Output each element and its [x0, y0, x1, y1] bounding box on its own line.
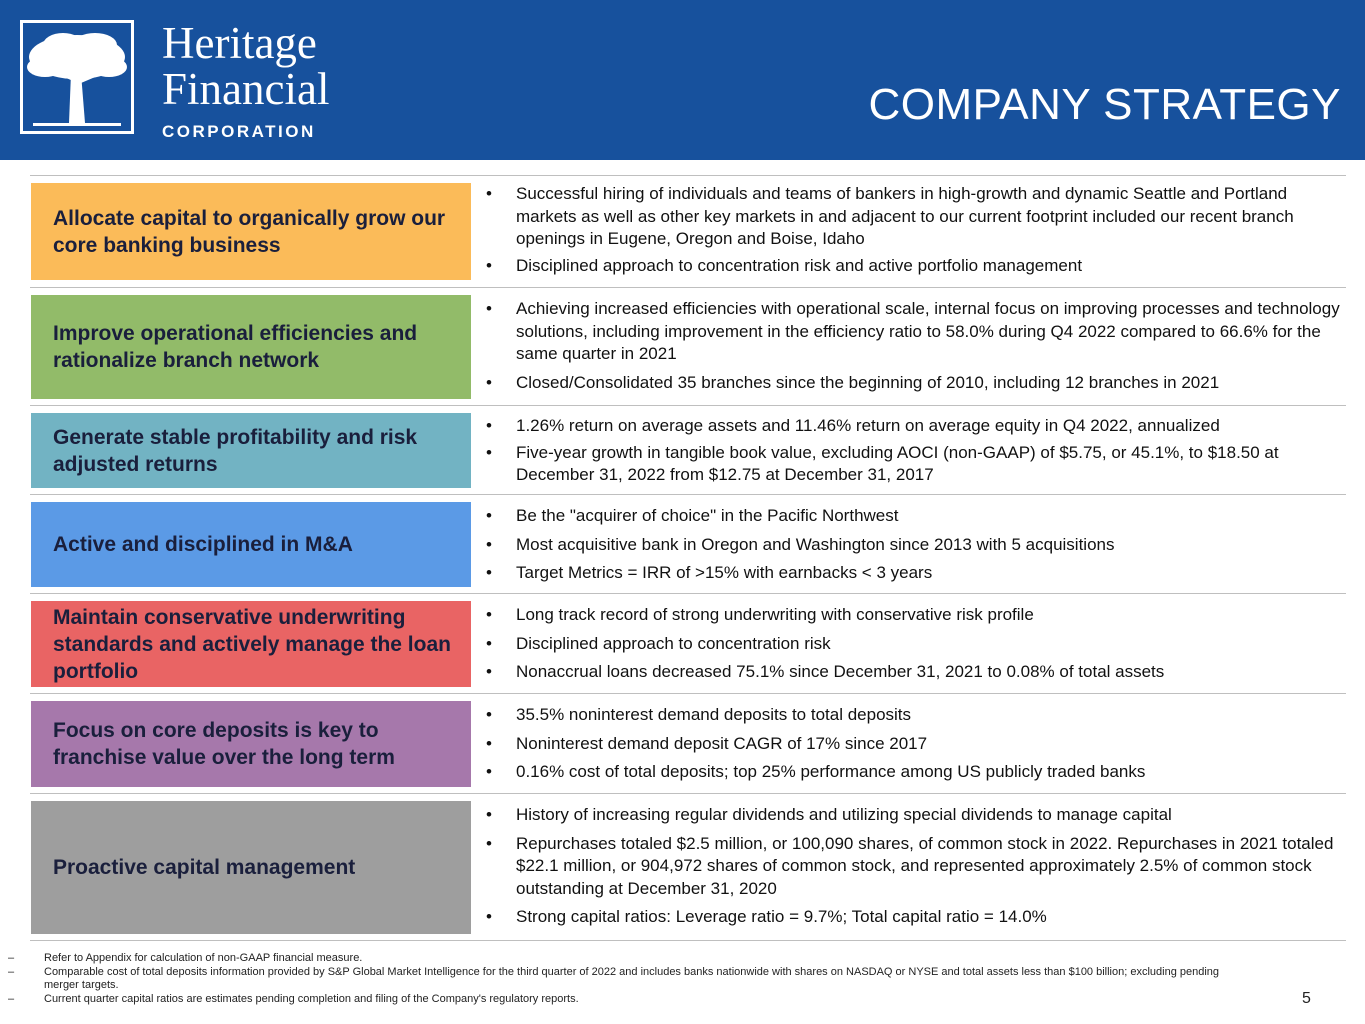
bullet-item: • 1.26% return on average assets and 11.46% return on average equity in Q4 2022, annualized — [486, 415, 1342, 438]
footnote: – Refer to Appendix for calculation of non-GAAP financial measure. — [8, 952, 1228, 966]
strategy-bullets — [486, 415, 1342, 487]
header-banner — [0, 0, 1365, 160]
bullet-item: • Successful hiring of individuals and teams of bankers in high-growth and dynamic Seattle and Portland markets as well as other key markets in and adjacent to our current footprint included our recent branch openings in Eugene, Oregon and Boise, Idaho — [486, 183, 1342, 251]
bullet-item: • Long track record of strong underwriting with conservative risk profile — [486, 604, 1342, 627]
bullet-item: • Strong capital ratios: Leverage ratio = 9.7%; Total capital ratio = 14.0% — [486, 906, 1342, 929]
strategy-row — [30, 494, 1346, 594]
bullet-item: • Noninterest demand deposit CAGR of 17% since 2017 — [486, 733, 1342, 756]
company-logo-text — [162, 20, 329, 142]
bullet-item: • Achieving increased efficiencies with operational scale, internal focus on improving processes and technology solutions, including improvement in the efficiency ratio to 58.0% during Q4 2022 compared to 66.6% for the same quarter in 2021 — [486, 298, 1342, 366]
strategy-bullets — [486, 298, 1342, 394]
bullet-item: • Repurchases totaled $2.5 million, or 100,090 shares, of common stock in 2022. Repurchases in 2021 totaled $22.1 million, or 904,972 shares of common stock, and represented approximately 2.5% of common stock outstanding at December 31, 2020 — [486, 833, 1342, 901]
bullet-item: • Target Metrics = IRR of >15% with earnbacks < 3 years — [486, 562, 1342, 585]
bullet-item: • History of increasing regular dividends and utilizing special dividends to manage capital — [486, 804, 1342, 827]
strategy-bullets — [486, 183, 1342, 277]
bullet-item: • Be the "acquirer of choice" in the Pacific Northwest — [486, 505, 1342, 528]
strategy-label: Focus on core deposits is key to franchise value over the long term — [31, 701, 471, 787]
bullet-item: • 0.16% cost of total deposits; top 25% performance among US publicly traded banks — [486, 761, 1342, 784]
logo-line-corporation: CORPORATION — [162, 122, 316, 141]
strategy-bullets — [486, 804, 1342, 929]
bullet-item: • Disciplined approach to concentration risk — [486, 633, 1342, 656]
strategy-label: Allocate capital to organically grow our core banking business — [31, 183, 471, 280]
bullet-item: • Most acquisitive bank in Oregon and Washington since 2013 with 5 acquisitions — [486, 534, 1342, 557]
footnote: – Comparable cost of total deposits information provided by S&P Global Market Intelligence for the third quarter of 2022 and includes banks nationwide with shares on NASDAQ or NYSE and total assets less than $100 billion; excluding pending merger targets. — [8, 966, 1228, 993]
strategy-label: Proactive capital management — [31, 801, 471, 934]
strategy-row — [30, 593, 1346, 694]
strategy-label: Maintain conservative underwriting standards and actively manage the loan portfolio — [31, 601, 471, 687]
strategy-label: Active and disciplined in M&A — [31, 502, 471, 587]
strategy-row — [30, 405, 1346, 495]
bullet-item: • Disciplined approach to concentration risk and active portfolio management — [486, 255, 1342, 278]
strategy-row — [30, 693, 1346, 794]
bullet-item: • Five-year growth in tangible book value, excluding AOCI (non-GAAP) of $5.75, or 45.1%, to $18.50 at December 31, 2022 from $12.75 at December 31, 2017 — [486, 442, 1342, 487]
bullet-item: • 35.5% noninterest demand deposits to total deposits — [486, 704, 1342, 727]
logo-line-financial: Financial — [162, 64, 330, 114]
strategy-bullets — [486, 604, 1342, 684]
strategy-bullets — [486, 704, 1342, 784]
strategy-row — [30, 793, 1346, 941]
page-number: 5 — [1302, 990, 1311, 1007]
tree-logo-icon — [20, 20, 134, 134]
page-title: COMPANY STRATEGY — [868, 80, 1341, 129]
strategy-label: Improve operational efficiencies and rationalize branch network — [31, 295, 471, 399]
strategy-bullets — [486, 505, 1342, 585]
footnotes — [8, 952, 1228, 1006]
strategy-row — [30, 175, 1346, 288]
footnote: – Current quarter capital ratios are estimates pending completion and filing of the Company's regulatory reports. — [8, 993, 1228, 1007]
strategy-row — [30, 287, 1346, 406]
bullet-item: • Closed/Consolidated 35 branches since the beginning of 2010, including 12 branches in 2021 — [486, 372, 1342, 395]
strategy-label: Generate stable profitability and risk adjusted returns — [31, 413, 471, 488]
bottom-divider — [30, 940, 1346, 941]
bullet-item: • Nonaccrual loans decreased 75.1% since December 31, 2021 to 0.08% of total assets — [486, 661, 1342, 684]
logo-line-heritage: Heritage — [162, 18, 317, 68]
